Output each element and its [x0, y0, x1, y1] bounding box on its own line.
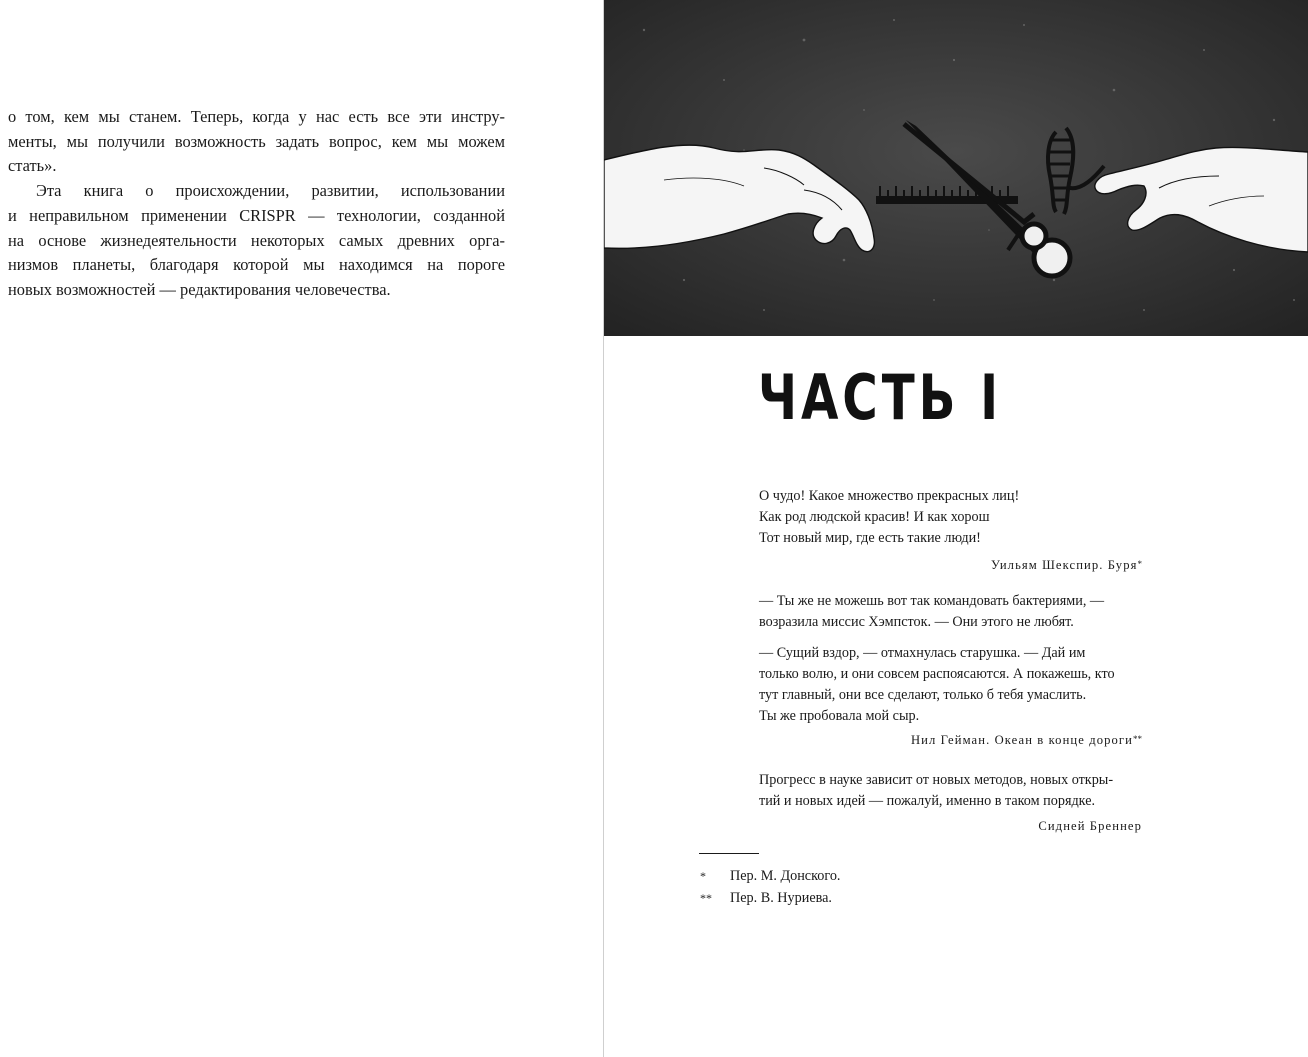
footnote-mark: ** — [700, 891, 712, 905]
text-line: о том, кем мы станем. Теперь, когда у нас есть все эти инстру- — [8, 107, 505, 126]
paragraph-continuation — [8, 105, 505, 179]
paragraph-book-intro — [8, 179, 505, 303]
footnote-item — [700, 865, 840, 887]
footnote-mark: * — [700, 869, 706, 883]
part-title: ЧАСТЬ I — [758, 361, 1002, 434]
text-line: менты, мы получили возможность задать вопрос, кем мы можем — [8, 131, 505, 151]
epigraph-line: Ты же пробовала мой сыр. — [759, 708, 920, 724]
text-line: и неправильном применении CRISPR — технологии, созданной — [8, 205, 505, 225]
epigraph-attribution: Уильям Шекспир. Буря* — [990, 558, 1142, 572]
epigraph-attribution: Нил Гейман. Океан в конце дороги** — [910, 733, 1142, 747]
epigraph-paragraph — [759, 643, 1142, 727]
epigraph-brenner — [759, 770, 1142, 835]
epigraph-line: Тот новый мир, где есть такие люди! — [759, 530, 981, 546]
footnote-text: Пер. В. Нуриева. — [730, 890, 832, 906]
epigraph-line: — Сущий вздор, — отмахнулась старушка. — Дай им — [759, 645, 1086, 661]
text-line: на основе жизнедеятельности некоторых самых древних орга- — [8, 230, 505, 250]
footnote-item — [700, 887, 840, 909]
epigraph-gaiman — [759, 591, 1142, 749]
epigraph-line: тий и новых идей — пожалуй, именно в таком порядке. — [759, 793, 1096, 809]
epigraph-line: — Ты же не можешь вот так командовать бактериями, — — [759, 593, 1105, 609]
left-page — [0, 0, 603, 1057]
footnote-separator — [699, 853, 759, 854]
epigraph-shakespeare — [759, 486, 1142, 574]
epigraph-attribution: Сидней Бреннер — [1038, 819, 1142, 833]
epigraph-line: тут главный, они все сделают, только б тебя умаслить. — [759, 687, 1087, 703]
epigraph-line: О чудо! Какое множество прекрасных лиц! — [759, 488, 1020, 504]
epigraph-line: только волю, и они совсем распоясаются. А покажешь, кто — [759, 666, 1115, 682]
text-line: Эта книга о происхождении, развитии, использовании — [36, 181, 505, 201]
epigraph-line: возразила миссис Хэмпсток. — Они этого не любят. — [759, 614, 1074, 630]
right-page — [604, 0, 1308, 1057]
epigraph-line: Прогресс в науке зависит от новых методов, новых откры- — [759, 772, 1114, 788]
chapter-banner-illustration — [604, 0, 1308, 336]
epigraph-paragraph — [759, 591, 1142, 633]
epigraph-line: Как род людской красив! И как хорош — [759, 509, 990, 525]
footnote-text: Пер. М. Донского. — [730, 868, 841, 884]
left-page-body — [8, 105, 505, 303]
footnotes — [700, 865, 840, 909]
text-line: новых возможностей — редактирования человечества. — [8, 279, 391, 299]
text-line: стать». — [8, 156, 57, 176]
text-line: низмов планеты, благодаря которой мы находимся на пороге — [8, 255, 505, 275]
